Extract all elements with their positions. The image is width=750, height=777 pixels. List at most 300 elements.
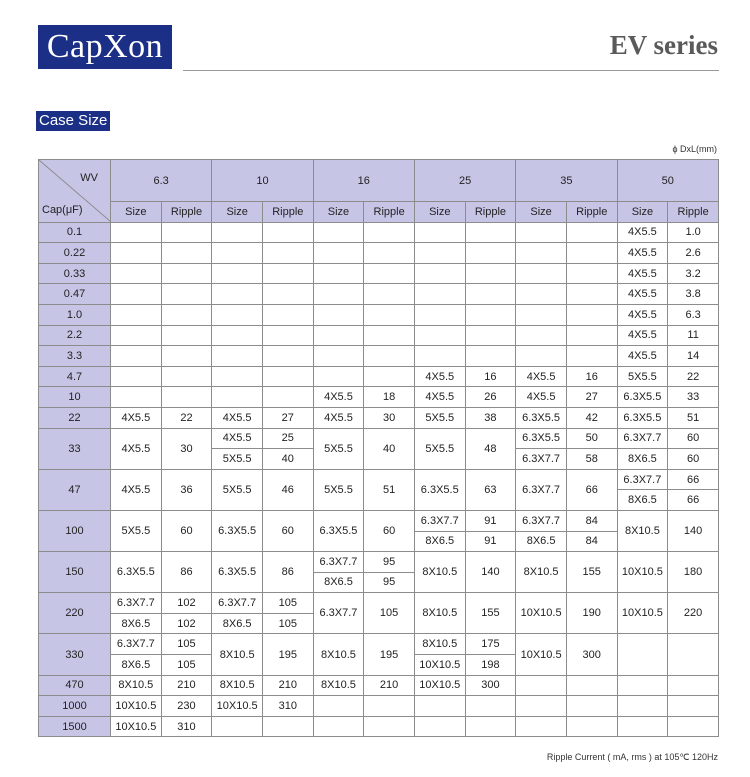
empty-cell bbox=[364, 366, 415, 387]
ripple-cell: 63 bbox=[465, 469, 516, 510]
ripple-cell: 86 bbox=[161, 552, 212, 593]
table-row bbox=[39, 428, 719, 449]
empty-cell bbox=[465, 304, 516, 325]
ripple-cell: 58 bbox=[566, 449, 617, 470]
empty-cell bbox=[566, 346, 617, 367]
empty-cell bbox=[668, 696, 719, 717]
empty-cell bbox=[516, 325, 567, 346]
empty-cell bbox=[465, 346, 516, 367]
ripple-cell: 102 bbox=[161, 613, 212, 634]
header-rule bbox=[183, 70, 719, 71]
capacitance-cell: 330 bbox=[39, 634, 111, 675]
ripple-cell: 95 bbox=[364, 572, 415, 593]
table-row bbox=[39, 366, 719, 387]
capacitance-cell: 220 bbox=[39, 593, 111, 634]
empty-cell bbox=[566, 716, 617, 737]
empty-cell bbox=[617, 716, 668, 737]
ripple-cell: 210 bbox=[161, 675, 212, 696]
ripple-cell: 195 bbox=[364, 634, 415, 675]
size-cell: 8X6.5 bbox=[617, 490, 668, 511]
voltage-header: 25 bbox=[414, 160, 515, 202]
ripple-header: Ripple bbox=[566, 202, 617, 223]
ripple-cell: 60 bbox=[364, 510, 415, 551]
empty-cell bbox=[414, 243, 465, 264]
size-cell: 4X5.5 bbox=[414, 366, 465, 387]
size-cell: 4X5.5 bbox=[617, 304, 668, 325]
empty-cell bbox=[414, 304, 465, 325]
size-cell: 8X10.5 bbox=[313, 634, 364, 675]
empty-cell bbox=[161, 366, 212, 387]
empty-cell bbox=[516, 675, 567, 696]
empty-cell bbox=[111, 325, 162, 346]
ripple-cell: 230 bbox=[161, 696, 212, 717]
table-row bbox=[39, 263, 719, 284]
empty-cell bbox=[566, 243, 617, 264]
empty-cell bbox=[212, 284, 263, 305]
ripple-cell: 84 bbox=[566, 510, 617, 531]
size-cell: 4X5.5 bbox=[111, 469, 162, 510]
ripple-cell: 14 bbox=[668, 346, 719, 367]
ripple-cell: 140 bbox=[465, 552, 516, 593]
ripple-cell: 91 bbox=[465, 531, 516, 552]
empty-cell bbox=[668, 675, 719, 696]
empty-cell bbox=[161, 222, 212, 243]
empty-cell bbox=[161, 387, 212, 408]
ripple-cell: 175 bbox=[465, 634, 516, 655]
capacitance-cell: 1500 bbox=[39, 716, 111, 737]
empty-cell bbox=[364, 243, 415, 264]
size-cell: 6.3X5.5 bbox=[414, 469, 465, 510]
size-cell: 10X10.5 bbox=[516, 593, 567, 634]
voltage-header: 16 bbox=[313, 160, 414, 202]
empty-cell bbox=[313, 263, 364, 284]
ripple-cell: 50 bbox=[566, 428, 617, 449]
empty-cell bbox=[262, 304, 313, 325]
size-cell: 10X10.5 bbox=[414, 675, 465, 696]
empty-cell bbox=[262, 346, 313, 367]
size-cell: 4X5.5 bbox=[111, 407, 162, 428]
ripple-cell: 60 bbox=[161, 510, 212, 551]
capacitance-cell: 0.33 bbox=[39, 263, 111, 284]
empty-cell bbox=[212, 387, 263, 408]
empty-cell bbox=[212, 716, 263, 737]
size-cell: 8X10.5 bbox=[516, 552, 567, 593]
empty-cell bbox=[516, 243, 567, 264]
ripple-cell: 42 bbox=[566, 407, 617, 428]
ripple-cell: 40 bbox=[262, 449, 313, 470]
empty-cell bbox=[313, 222, 364, 243]
size-cell: 6.3X7.7 bbox=[516, 449, 567, 470]
size-cell: 6.3X7.7 bbox=[313, 552, 364, 573]
ripple-cell: 16 bbox=[566, 366, 617, 387]
empty-cell bbox=[111, 263, 162, 284]
capacitance-cell: 22 bbox=[39, 407, 111, 428]
size-cell: 8X10.5 bbox=[111, 675, 162, 696]
empty-cell bbox=[364, 696, 415, 717]
size-cell: 8X10.5 bbox=[414, 634, 465, 655]
ripple-cell: 46 bbox=[262, 469, 313, 510]
empty-cell bbox=[212, 346, 263, 367]
size-cell: 5X5.5 bbox=[617, 366, 668, 387]
capacitance-cell: 3.3 bbox=[39, 346, 111, 367]
empty-cell bbox=[161, 263, 212, 284]
size-cell: 8X6.5 bbox=[111, 655, 162, 676]
empty-cell bbox=[313, 346, 364, 367]
ripple-cell: 190 bbox=[566, 593, 617, 634]
size-cell: 4X5.5 bbox=[313, 387, 364, 408]
ripple-cell: 33 bbox=[668, 387, 719, 408]
ripple-cell: 1.0 bbox=[668, 222, 719, 243]
ripple-cell: 2.6 bbox=[668, 243, 719, 264]
ripple-cell: 155 bbox=[465, 593, 516, 634]
size-cell: 6.3X5.5 bbox=[111, 552, 162, 593]
size-cell: 4X5.5 bbox=[516, 366, 567, 387]
ripple-cell: 6.3 bbox=[668, 304, 719, 325]
ripple-header: Ripple bbox=[161, 202, 212, 223]
size-cell: 8X6.5 bbox=[313, 572, 364, 593]
ripple-cell: 16 bbox=[465, 366, 516, 387]
ripple-cell: 3.8 bbox=[668, 284, 719, 305]
empty-cell bbox=[313, 716, 364, 737]
size-cell: 8X10.5 bbox=[414, 552, 465, 593]
size-cell: 6.3X5.5 bbox=[617, 407, 668, 428]
size-cell: 6.3X7.7 bbox=[111, 634, 162, 655]
empty-cell bbox=[313, 366, 364, 387]
ripple-cell: 18 bbox=[364, 387, 415, 408]
size-cell: 10X10.5 bbox=[111, 716, 162, 737]
table-body bbox=[39, 222, 719, 737]
ripple-cell: 310 bbox=[161, 716, 212, 737]
empty-cell bbox=[111, 304, 162, 325]
size-header: Size bbox=[313, 202, 364, 223]
voltage-header: 50 bbox=[617, 160, 718, 202]
size-cell: 5X5.5 bbox=[414, 407, 465, 428]
empty-cell bbox=[566, 263, 617, 284]
empty-cell bbox=[364, 304, 415, 325]
size-cell: 10X10.5 bbox=[212, 696, 263, 717]
empty-cell bbox=[313, 243, 364, 264]
empty-cell bbox=[414, 222, 465, 243]
size-cell: 4X5.5 bbox=[414, 387, 465, 408]
size-cell: 6.3X7.7 bbox=[313, 593, 364, 634]
ripple-cell: 105 bbox=[364, 593, 415, 634]
size-cell: 10X10.5 bbox=[516, 634, 567, 675]
ripple-cell: 180 bbox=[668, 552, 719, 593]
ripple-cell: 36 bbox=[161, 469, 212, 510]
empty-cell bbox=[364, 346, 415, 367]
unit-note: ϕ DxL(mm) bbox=[672, 144, 717, 154]
table-row bbox=[39, 675, 719, 696]
empty-cell bbox=[516, 346, 567, 367]
ripple-cell: 3.2 bbox=[668, 263, 719, 284]
size-cell: 5X5.5 bbox=[313, 428, 364, 469]
empty-cell bbox=[566, 696, 617, 717]
ripple-cell: 140 bbox=[668, 510, 719, 551]
ripple-cell: 310 bbox=[262, 696, 313, 717]
ripple-cell: 60 bbox=[262, 510, 313, 551]
table-row bbox=[39, 284, 719, 305]
empty-cell bbox=[111, 366, 162, 387]
empty-cell bbox=[212, 366, 263, 387]
table-row bbox=[39, 387, 719, 408]
size-cell: 4X5.5 bbox=[313, 407, 364, 428]
size-cell: 8X10.5 bbox=[313, 675, 364, 696]
capacitance-cell: 47 bbox=[39, 469, 111, 510]
size-cell: 5X5.5 bbox=[111, 510, 162, 551]
ripple-cell: 105 bbox=[161, 634, 212, 655]
ripple-cell: 198 bbox=[465, 655, 516, 676]
empty-cell bbox=[516, 716, 567, 737]
empty-cell bbox=[516, 284, 567, 305]
size-cell: 5X5.5 bbox=[212, 469, 263, 510]
ripple-cell: 60 bbox=[668, 428, 719, 449]
table-row bbox=[39, 222, 719, 243]
section-title: Case Size bbox=[36, 111, 110, 131]
empty-cell bbox=[414, 346, 465, 367]
table-row bbox=[39, 304, 719, 325]
case-size-table bbox=[38, 159, 719, 737]
size-cell: 4X5.5 bbox=[111, 428, 162, 469]
size-cell: 10X10.5 bbox=[617, 552, 668, 593]
ripple-footnote: Ripple Current ( mA, rms ) at 105℃ 120Hz bbox=[546, 752, 718, 762]
corner-wv-label: WV bbox=[80, 172, 98, 184]
corner-cap-label: Cap(μF) bbox=[42, 203, 83, 216]
size-cell: 6.3X5.5 bbox=[313, 510, 364, 551]
table-row bbox=[39, 593, 719, 614]
empty-cell bbox=[566, 304, 617, 325]
size-cell: 4X5.5 bbox=[212, 407, 263, 428]
empty-cell bbox=[516, 304, 567, 325]
size-cell: 6.3X5.5 bbox=[516, 407, 567, 428]
table-row bbox=[39, 325, 719, 346]
empty-cell bbox=[364, 716, 415, 737]
empty-cell bbox=[465, 284, 516, 305]
empty-cell bbox=[161, 304, 212, 325]
table-row bbox=[39, 696, 719, 717]
empty-cell bbox=[161, 346, 212, 367]
empty-cell bbox=[364, 325, 415, 346]
capacitance-cell: 150 bbox=[39, 552, 111, 593]
empty-cell bbox=[617, 675, 668, 696]
empty-cell bbox=[161, 243, 212, 264]
size-cell: 6.3X7.7 bbox=[111, 593, 162, 614]
empty-cell bbox=[465, 222, 516, 243]
ripple-cell: 22 bbox=[668, 366, 719, 387]
size-cell: 4X5.5 bbox=[617, 263, 668, 284]
ripple-cell: 66 bbox=[668, 490, 719, 511]
empty-cell bbox=[364, 263, 415, 284]
table-row bbox=[39, 552, 719, 573]
ripple-header: Ripple bbox=[465, 202, 516, 223]
size-cell: 10X10.5 bbox=[414, 655, 465, 676]
capacitance-cell: 0.1 bbox=[39, 222, 111, 243]
ripple-cell: 25 bbox=[262, 428, 313, 449]
ripple-cell: 22 bbox=[161, 407, 212, 428]
capacitance-cell: 100 bbox=[39, 510, 111, 551]
empty-cell bbox=[313, 696, 364, 717]
empty-cell bbox=[111, 222, 162, 243]
size-cell: 10X10.5 bbox=[617, 593, 668, 634]
empty-cell bbox=[262, 366, 313, 387]
ripple-cell: 66 bbox=[566, 469, 617, 510]
size-cell: 6.3X5.5 bbox=[212, 510, 263, 551]
empty-cell bbox=[212, 263, 263, 284]
empty-cell bbox=[414, 284, 465, 305]
size-cell: 6.3X7.7 bbox=[516, 469, 567, 510]
capxon-logo: CapXon bbox=[38, 25, 172, 69]
empty-cell bbox=[111, 346, 162, 367]
ripple-cell: 66 bbox=[668, 469, 719, 490]
ripple-cell: 40 bbox=[364, 428, 415, 469]
table-row bbox=[39, 346, 719, 367]
empty-cell bbox=[212, 304, 263, 325]
table-row bbox=[39, 716, 719, 737]
size-cell: 8X10.5 bbox=[212, 675, 263, 696]
empty-cell bbox=[566, 284, 617, 305]
size-cell: 4X5.5 bbox=[516, 387, 567, 408]
size-cell: 6.3X7.7 bbox=[212, 593, 263, 614]
empty-cell bbox=[212, 243, 263, 264]
ripple-cell: 60 bbox=[668, 449, 719, 470]
ripple-cell: 27 bbox=[262, 407, 313, 428]
size-cell: 6.3X7.7 bbox=[617, 428, 668, 449]
empty-cell bbox=[313, 284, 364, 305]
table-row bbox=[39, 469, 719, 490]
empty-cell bbox=[161, 284, 212, 305]
capacitance-cell: 33 bbox=[39, 428, 111, 469]
ripple-cell: 38 bbox=[465, 407, 516, 428]
size-cell: 4X5.5 bbox=[617, 346, 668, 367]
size-cell: 5X5.5 bbox=[414, 428, 465, 469]
empty-cell bbox=[465, 696, 516, 717]
size-cell: 6.3X7.7 bbox=[414, 510, 465, 531]
size-cell: 5X5.5 bbox=[212, 449, 263, 470]
voltage-header: 6.3 bbox=[111, 160, 212, 202]
ripple-cell: 11 bbox=[668, 325, 719, 346]
size-cell: 5X5.5 bbox=[313, 469, 364, 510]
empty-cell bbox=[566, 675, 617, 696]
empty-cell bbox=[262, 284, 313, 305]
voltage-header: 10 bbox=[212, 160, 313, 202]
empty-cell bbox=[414, 716, 465, 737]
ripple-cell: 155 bbox=[566, 552, 617, 593]
size-cell: 4X5.5 bbox=[617, 243, 668, 264]
ripple-header: Ripple bbox=[668, 202, 719, 223]
empty-cell bbox=[516, 222, 567, 243]
ripple-cell: 51 bbox=[668, 407, 719, 428]
ripple-header: Ripple bbox=[364, 202, 415, 223]
empty-cell bbox=[262, 387, 313, 408]
size-cell: 8X10.5 bbox=[212, 634, 263, 675]
ripple-cell: 26 bbox=[465, 387, 516, 408]
ripple-cell: 86 bbox=[262, 552, 313, 593]
table-row bbox=[39, 407, 719, 428]
size-header: Size bbox=[617, 202, 668, 223]
capacitance-cell: 2.2 bbox=[39, 325, 111, 346]
size-cell: 10X10.5 bbox=[111, 696, 162, 717]
size-cell: 8X6.5 bbox=[111, 613, 162, 634]
table-row bbox=[39, 243, 719, 264]
size-cell: 8X10.5 bbox=[617, 510, 668, 551]
ripple-cell: 210 bbox=[262, 675, 313, 696]
size-header: Size bbox=[516, 202, 567, 223]
empty-cell bbox=[516, 696, 567, 717]
ripple-cell: 105 bbox=[161, 655, 212, 676]
size-cell: 8X6.5 bbox=[212, 613, 263, 634]
empty-cell bbox=[262, 325, 313, 346]
empty-cell bbox=[668, 716, 719, 737]
ripple-cell: 51 bbox=[364, 469, 415, 510]
empty-cell bbox=[262, 716, 313, 737]
voltage-header: 35 bbox=[516, 160, 617, 202]
capacitance-cell: 470 bbox=[39, 675, 111, 696]
size-cell: 4X5.5 bbox=[212, 428, 263, 449]
ripple-header: Ripple bbox=[262, 202, 313, 223]
table-corner bbox=[39, 160, 111, 223]
empty-cell bbox=[414, 325, 465, 346]
empty-cell bbox=[212, 222, 263, 243]
empty-cell bbox=[262, 222, 313, 243]
ripple-cell: 30 bbox=[364, 407, 415, 428]
size-cell: 6.3X5.5 bbox=[212, 552, 263, 593]
size-cell: 6.3X7.7 bbox=[516, 510, 567, 531]
ripple-cell: 210 bbox=[364, 675, 415, 696]
empty-cell bbox=[212, 325, 263, 346]
ripple-cell: 91 bbox=[465, 510, 516, 531]
ripple-cell: 84 bbox=[566, 531, 617, 552]
size-cell: 4X5.5 bbox=[617, 325, 668, 346]
size-cell: 6.3X5.5 bbox=[516, 428, 567, 449]
empty-cell bbox=[414, 263, 465, 284]
empty-cell bbox=[566, 222, 617, 243]
ripple-cell: 105 bbox=[262, 593, 313, 614]
empty-cell bbox=[516, 263, 567, 284]
ripple-cell: 30 bbox=[161, 428, 212, 469]
ripple-cell: 95 bbox=[364, 552, 415, 573]
empty-cell bbox=[668, 634, 719, 675]
capacitance-cell: 10 bbox=[39, 387, 111, 408]
empty-cell bbox=[364, 222, 415, 243]
ripple-cell: 300 bbox=[465, 675, 516, 696]
empty-cell bbox=[313, 325, 364, 346]
empty-cell bbox=[313, 304, 364, 325]
ripple-cell: 102 bbox=[161, 593, 212, 614]
empty-cell bbox=[161, 325, 212, 346]
capacitance-cell: 0.47 bbox=[39, 284, 111, 305]
empty-cell bbox=[566, 325, 617, 346]
ripple-cell: 195 bbox=[262, 634, 313, 675]
size-cell: 8X6.5 bbox=[414, 531, 465, 552]
capacitance-cell: 1.0 bbox=[39, 304, 111, 325]
ripple-cell: 300 bbox=[566, 634, 617, 675]
table-row bbox=[39, 510, 719, 531]
empty-cell bbox=[465, 263, 516, 284]
empty-cell bbox=[262, 263, 313, 284]
empty-cell bbox=[111, 387, 162, 408]
empty-cell bbox=[617, 696, 668, 717]
empty-cell bbox=[262, 243, 313, 264]
size-cell: 4X5.5 bbox=[617, 284, 668, 305]
empty-cell bbox=[465, 243, 516, 264]
empty-cell bbox=[111, 243, 162, 264]
size-cell: 8X6.5 bbox=[617, 449, 668, 470]
ripple-cell: 105 bbox=[262, 613, 313, 634]
size-header: Size bbox=[414, 202, 465, 223]
ripple-cell: 27 bbox=[566, 387, 617, 408]
size-cell: 4X5.5 bbox=[617, 222, 668, 243]
empty-cell bbox=[465, 325, 516, 346]
capacitance-cell: 4.7 bbox=[39, 366, 111, 387]
